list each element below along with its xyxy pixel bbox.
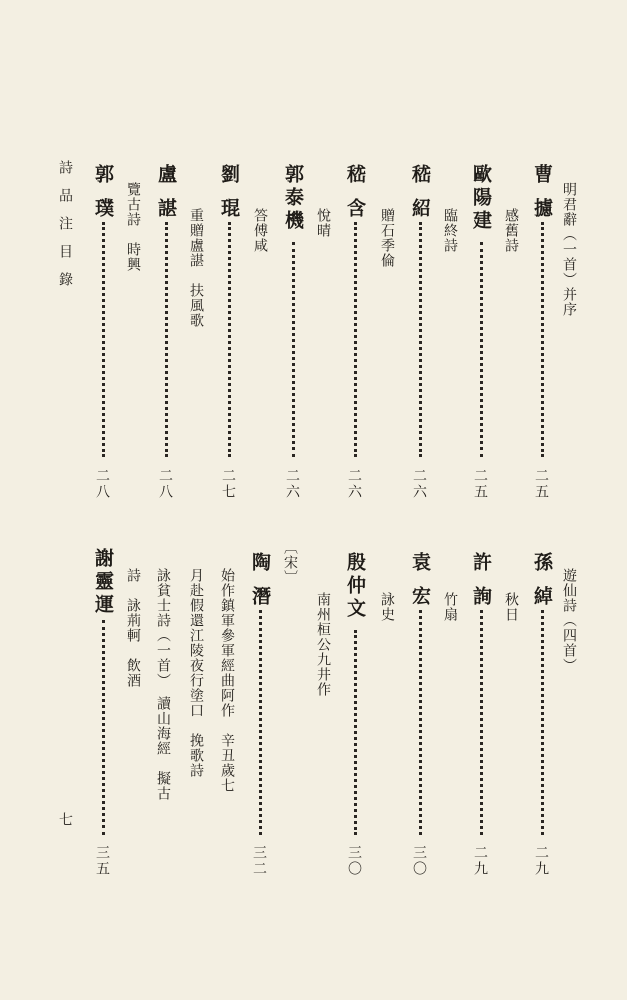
entry-page: 三二 bbox=[251, 845, 267, 877]
dot-leader bbox=[480, 610, 483, 835]
entry-author: 郭泰機 bbox=[282, 164, 304, 233]
entry-page: 二八 bbox=[157, 468, 173, 500]
entry-author: 嵇 紹 bbox=[409, 164, 431, 221]
dot-leader bbox=[165, 222, 168, 457]
entry-subtitle: 感舊詩 bbox=[503, 208, 519, 253]
dot-leader bbox=[480, 242, 483, 457]
entry-author: 嵇 含 bbox=[344, 164, 366, 221]
entry-author: 曹 攄 bbox=[531, 164, 553, 221]
page-number: 七 bbox=[57, 812, 73, 827]
entry-author: 郭 璞 bbox=[92, 164, 114, 221]
entry-page: 二五 bbox=[533, 468, 549, 500]
entry-subtitle: 詠史 bbox=[379, 592, 395, 622]
entry-page: 三〇 bbox=[411, 845, 427, 877]
entry-author: 孫 綽 bbox=[531, 552, 553, 609]
entry-page: 二六 bbox=[284, 468, 300, 500]
entry-subtitle: 悅晴 bbox=[315, 208, 331, 238]
entry-subtitle: 重贈盧諶 扶風歌 bbox=[188, 208, 204, 328]
entry-subtitle: 遊仙詩（四首） bbox=[561, 568, 577, 673]
entry-page: 二九 bbox=[472, 845, 488, 877]
entry-subtitle: 始作鎮軍參軍經曲阿作 辛丑歲七 bbox=[219, 568, 235, 793]
entry-subtitle: 南州桓公九井作 bbox=[315, 592, 331, 697]
entry-page: 二六 bbox=[346, 468, 362, 500]
dot-leader bbox=[228, 222, 231, 457]
dot-leader bbox=[102, 620, 105, 835]
dot-leader bbox=[292, 242, 295, 457]
entry-page: 二九 bbox=[533, 845, 549, 877]
dot-leader bbox=[354, 630, 357, 835]
entry-author: 盧 諶 bbox=[155, 164, 177, 221]
entry-page: 二五 bbox=[472, 468, 488, 500]
entry-subtitle: 秋日 bbox=[503, 592, 519, 622]
entry-page: 三五 bbox=[94, 845, 110, 877]
entry-author: 劉 琨 bbox=[218, 164, 240, 221]
entry-page: 二七 bbox=[220, 468, 236, 500]
entry-page: 二六 bbox=[411, 468, 427, 500]
entry-subtitle: 答傅咸 bbox=[252, 208, 268, 253]
entry-subtitle: 贈石季倫 bbox=[379, 208, 395, 268]
dot-leader bbox=[259, 610, 262, 835]
entry-subtitle: 覽古詩 時興 bbox=[125, 182, 141, 272]
era-label: 〔宋〕 bbox=[282, 540, 298, 585]
entry-subtitle: 詠貧士詩（一首） 讀山海經 擬古 bbox=[155, 568, 171, 801]
entry-subtitle: 臨終詩 bbox=[442, 208, 458, 253]
entry-page: 三〇 bbox=[346, 845, 362, 877]
dot-leader bbox=[419, 610, 422, 835]
entry-author: 謝靈運 bbox=[92, 548, 114, 617]
entry-subtitle: 詩 詠荊軻 飲酒 bbox=[125, 568, 141, 688]
dot-leader bbox=[541, 610, 544, 835]
entry-subtitle: 竹扇 bbox=[442, 592, 458, 622]
entry-author: 陶 潛 bbox=[249, 552, 271, 609]
entry-author: 許 詢 bbox=[470, 552, 492, 609]
dot-leader bbox=[102, 222, 105, 457]
entry-author: 袁 宏 bbox=[409, 552, 431, 609]
entry-subtitle: 月赴假還江陵夜行塗口 挽歌詩 bbox=[188, 568, 204, 778]
entry-page: 二八 bbox=[94, 468, 110, 500]
entry-author: 殷仲文 bbox=[344, 552, 366, 621]
dot-leader bbox=[354, 222, 357, 457]
dot-leader bbox=[419, 222, 422, 457]
running-head: 詩品注目錄 bbox=[57, 160, 73, 300]
dot-leader bbox=[541, 222, 544, 457]
entry-subtitle: 明君辭（一首）并序 bbox=[561, 182, 577, 317]
entry-author: 歐陽建 bbox=[470, 164, 492, 233]
